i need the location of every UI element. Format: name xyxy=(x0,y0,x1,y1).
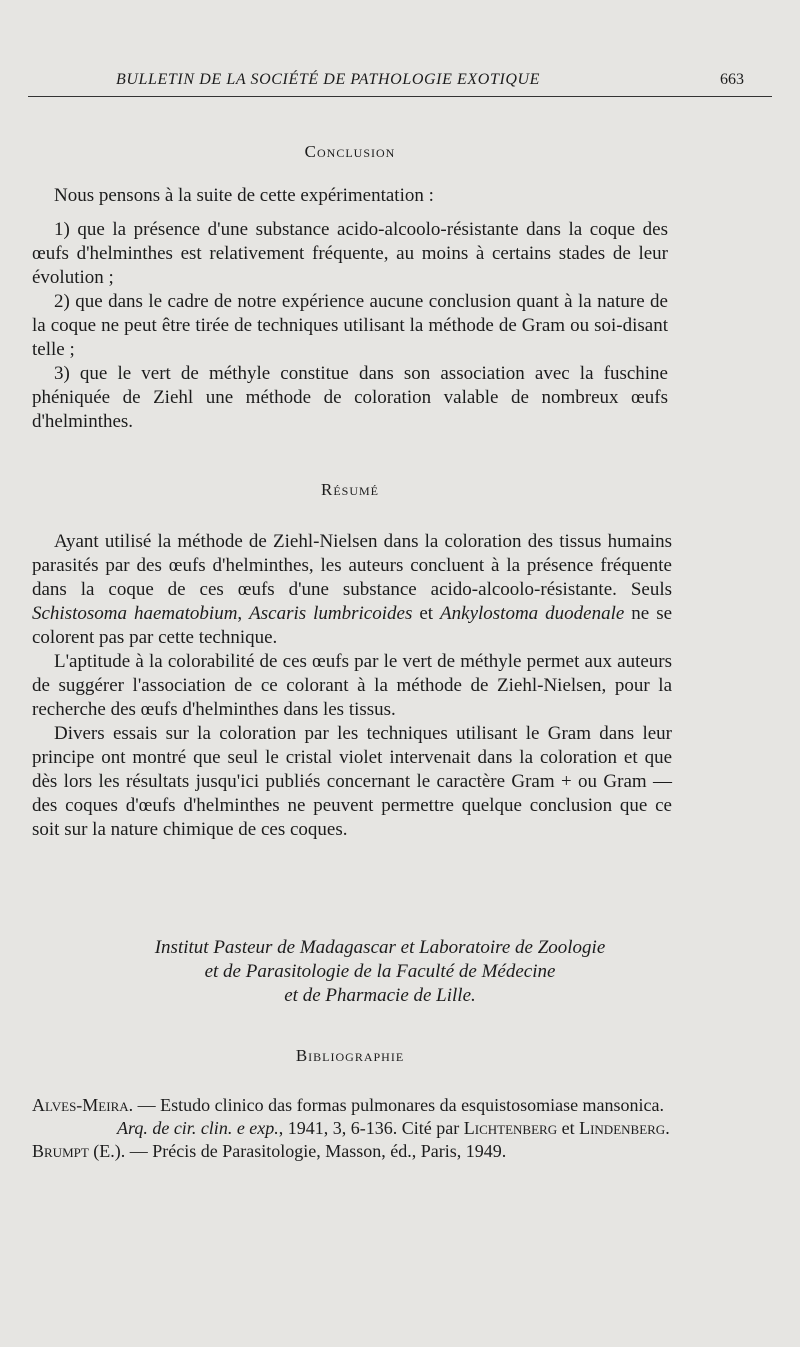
journal-title: BULLETIN DE LA SOCIÉTÉ DE PATHOLOGIE EXOTIQUE xyxy=(116,71,541,88)
affiliation-line-1: Institut Pasteur de Madagascar et Laboratoire de Zoologie xyxy=(154,937,606,958)
resume-section xyxy=(32,530,672,842)
reference-text: et xyxy=(557,1118,580,1138)
conclusion-point-1: 1) que la présence d'une substance acido-alcoolo-résistante dans la coque des œufs d'helminthes est relativement fréquente, au moins à certains stades de leur évolution ; xyxy=(32,219,668,288)
conclusion-heading: Conclusion xyxy=(304,142,396,161)
reference-journal: Arq. de cir. clin. e exp. xyxy=(117,1118,279,1138)
bibliography-heading: Bibliographie xyxy=(295,1046,405,1065)
resume-paragraph-3: Divers essais sur la coloration par les techniques utilisant le Gram dans leur principe ont montré que seul le cristal violet intervenait dans la coloration et que dès lors les résultats jusqu'ici publiés concernant le caractère Gram + ou Gram — des coques d'œufs d'helminthes ne peuvent permettre quelque conclusion que ce soit sur la nature chimique de ces coques. xyxy=(32,723,672,840)
reference-text: . xyxy=(665,1118,670,1138)
affiliation xyxy=(100,936,660,1008)
species-ascaris: Ascaris lumbricoides xyxy=(249,603,413,624)
resume-heading: Résumé xyxy=(320,480,379,499)
reference-cited-author: Lichtenberg xyxy=(463,1118,558,1138)
resume-p1-text-d: ne se colorent pas par cette technique. xyxy=(32,603,673,648)
resume-p1-text-c: et xyxy=(412,603,441,624)
reference-author: Brumpt xyxy=(32,1141,89,1161)
reference-alves-meira xyxy=(32,1094,680,1140)
reference-author: Alves-Meira xyxy=(32,1095,129,1115)
conclusion-intro: Nous pensons à la suite de cette expérimentation : xyxy=(54,185,434,206)
species-ankylostoma: Ankylostoma duodenale xyxy=(440,603,625,624)
reference-cited-author: Lindenberg xyxy=(579,1118,666,1138)
resume-p1-text-a: Ayant utilisé la méthode de Ziehl-Nielsen dans la coloration des tissus humains parasités par des œufs d'helminthes, les auteurs concluent à la présence fréquente dans la coque de ces œufs d'une substance acido-alcoolo-résistante. Seuls xyxy=(32,531,672,600)
affiliation-line-3: et de Pharmacie de Lille. xyxy=(284,985,476,1006)
reference-text: (E.). — Précis de Parasitologie, Masson, éd., Paris, 1949. xyxy=(88,1141,507,1161)
reference-text: . — Estudo clinico das formas pulmonares da esquistosomiase mansonica. xyxy=(128,1095,665,1115)
page-number: 663 xyxy=(720,71,744,88)
resume-p1-text-b: , xyxy=(237,603,250,624)
running-header xyxy=(28,70,772,97)
affiliation-line-2: et de Parasitologie de la Faculté de Médecine xyxy=(204,961,556,982)
conclusion-point-2: 2) que dans le cadre de notre expérience aucune conclusion quant à la nature de la coque ne peut être tirée de techniques utilisant la méthode de Gram ou soi-disant telle ; xyxy=(32,291,668,360)
reference-brumpt xyxy=(32,1140,680,1163)
resume-paragraph-2: L'aptitude à la colorabilité de ces œufs par le vert de méthyle permet aux auteurs de suggérer l'association de ce colorant à la méthode de Ziehl-Nielsen, pour la recherche des œufs d'helminthes dans les tissus. xyxy=(32,651,672,720)
conclusion-section xyxy=(32,184,668,434)
conclusion-point-3: 3) que le vert de méthyle constitue dans son association avec la fuschine phéniquée de Ziehl une méthode de coloration valable de nombreux œufs d'helminthes. xyxy=(32,363,668,432)
resume-paragraph-1 xyxy=(32,530,672,650)
reference-text: , 1941, 3, 6-136. Cité par xyxy=(278,1118,464,1138)
bibliography-list xyxy=(32,1094,680,1163)
species-schistosoma: Schistosoma haematobium xyxy=(32,603,238,624)
